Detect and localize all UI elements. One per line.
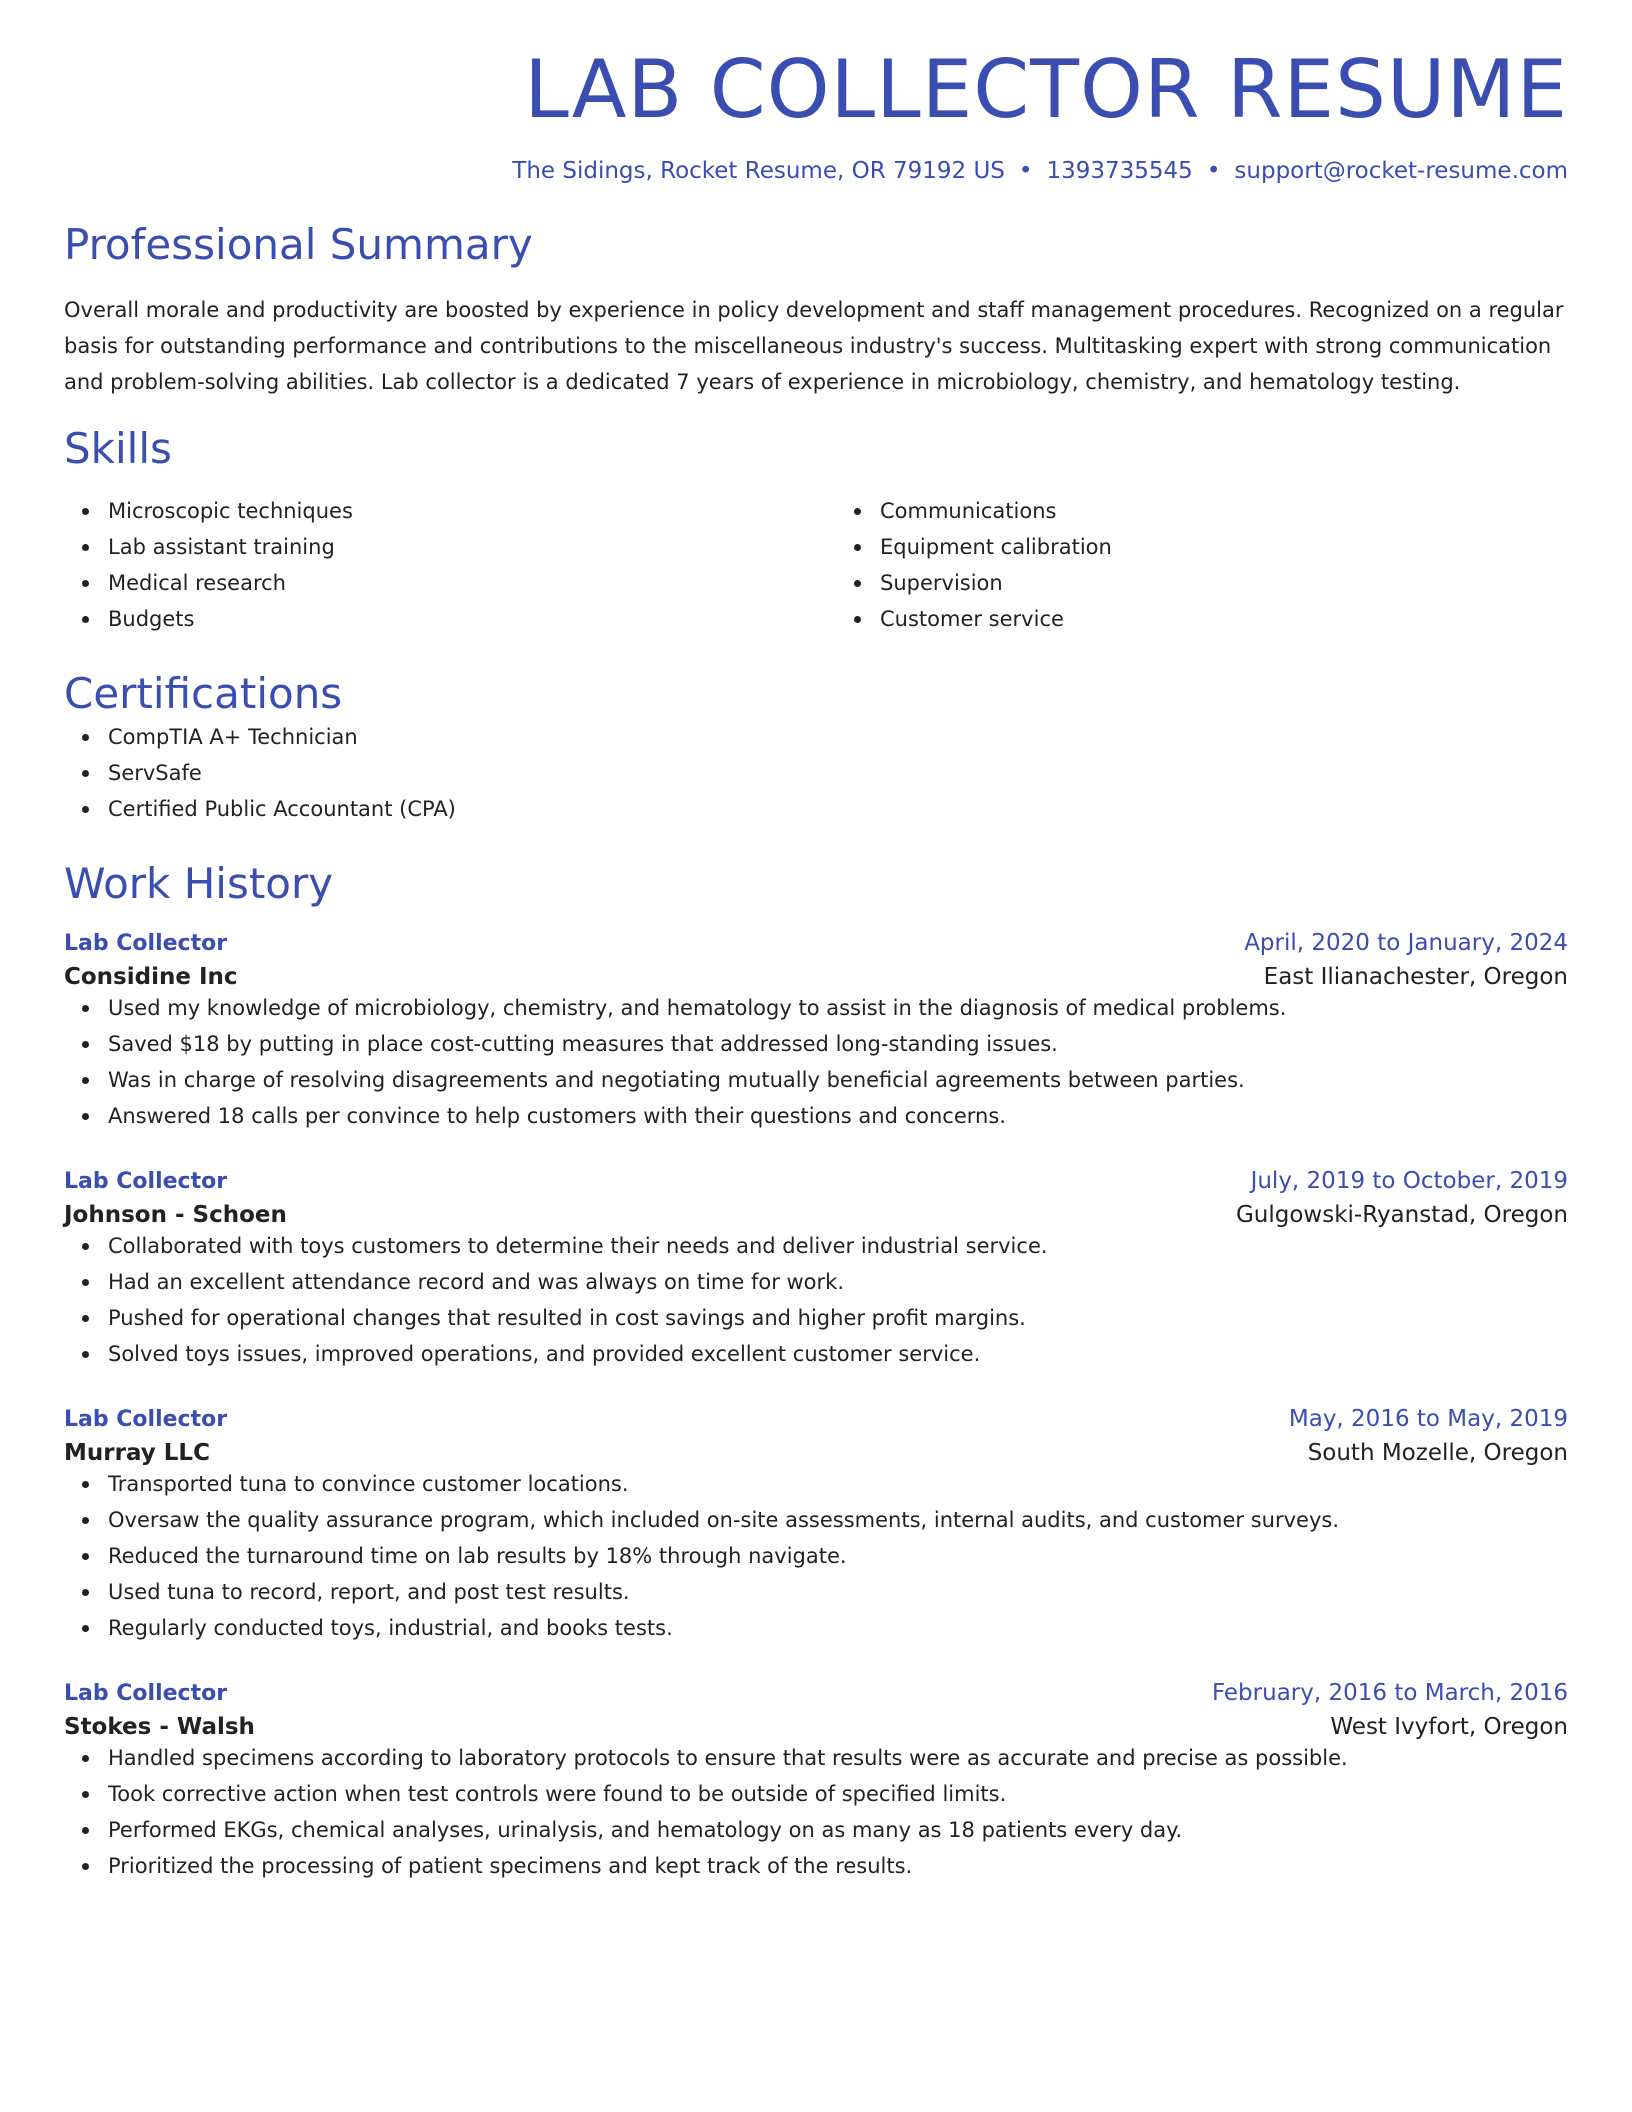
job-bullet: Reduced the turnaround time on lab results by 18% through navigate. — [108, 1538, 1568, 1574]
work-history-title: Work History — [64, 859, 334, 909]
job-location: East Ilianachester, Oregon — [1263, 963, 1568, 990]
job-title: Lab Collector — [64, 1680, 228, 1706]
contact-phone: 1393735545 — [1046, 158, 1193, 184]
job-header-row — [64, 930, 1568, 956]
job-header-row — [64, 1406, 1568, 1432]
job-title: Lab Collector — [64, 1406, 228, 1432]
skill-item: Customer service — [880, 601, 1568, 637]
job-bullet: Had an excellent attendance record and was always on time for work. — [108, 1264, 1568, 1300]
job-location: West Ivyfort, Oregon — [1330, 1713, 1568, 1740]
skills-section — [64, 424, 1568, 636]
job-bullet: Transported tuna to convince customer locations. — [108, 1466, 1568, 1502]
certifications-section — [64, 669, 1568, 827]
job-bullet: Took corrective action when test controls were found to be outside of specified limits. — [108, 1776, 1568, 1812]
job-company: Murray LLC — [64, 1439, 210, 1466]
job-dates: February, 2016 to March, 2016 — [1211, 1679, 1568, 1706]
skill-item: Medical research — [108, 565, 796, 601]
skill-item: Equipment calibration — [880, 529, 1568, 565]
resume-name: LAB COLLECTOR RESUME — [524, 43, 1568, 136]
resume-header — [64, 43, 1568, 184]
job-bullet: Used tuna to record, report, and post test results. — [108, 1574, 1568, 1610]
job-company-row — [64, 1440, 1568, 1466]
job-title: Lab Collector — [64, 930, 228, 956]
contact-separator: • — [1206, 158, 1221, 184]
job-location: South Mozelle, Oregon — [1307, 1439, 1568, 1466]
job-bullet: Solved toys issues, improved operations, and provided excellent customer service. — [108, 1336, 1568, 1372]
skill-item: Budgets — [108, 601, 796, 637]
job-company-row — [64, 1714, 1568, 1740]
certifications-list — [64, 719, 1568, 827]
job-bullet: Was in charge of resolving disagreements and negotiating mutually beneficial agreements between parties. — [108, 1062, 1568, 1098]
job-bullets — [64, 990, 1568, 1134]
job-entry — [64, 1168, 1568, 1372]
job-bullet: Prioritized the processing of patient specimens and kept track of the results. — [108, 1848, 1568, 1884]
job-company-row — [64, 964, 1568, 990]
certification-item: Certified Public Accountant (CPA) — [108, 791, 1568, 827]
skill-item: Communications — [880, 493, 1568, 529]
job-header-row — [64, 1680, 1568, 1706]
work-history-section — [64, 859, 1568, 1883]
job-bullet: Answered 18 calls per convince to help customers with their questions and concerns. — [108, 1098, 1568, 1134]
job-company: Considine Inc — [64, 963, 238, 990]
skills-list-right — [836, 493, 1568, 637]
summary-section — [64, 220, 1568, 400]
skills-grid — [64, 493, 1568, 637]
job-header-row — [64, 1168, 1568, 1194]
contact-separator: • — [1018, 158, 1033, 184]
job-dates: April, 2020 to January, 2024 — [1244, 929, 1568, 956]
job-dates: May, 2016 to May, 2019 — [1288, 1405, 1568, 1432]
job-dates: July, 2019 to October, 2019 — [1250, 1167, 1568, 1194]
job-location: Gulgowski-Ryanstad, Oregon — [1235, 1201, 1568, 1228]
skills-list-left — [64, 493, 796, 637]
summary-title: Professional Summary — [64, 220, 533, 269]
job-company-row — [64, 1202, 1568, 1228]
contact-email: support@rocket-resume.com — [1234, 158, 1568, 184]
job-company: Stokes - Walsh — [64, 1713, 255, 1740]
job-title: Lab Collector — [64, 1168, 228, 1194]
job-bullet: Handled specimens according to laboratory protocols to ensure that results were as accurate and precise as possible. — [108, 1740, 1568, 1776]
skill-item: Supervision — [880, 565, 1568, 601]
certification-item: CompTIA A+ Technician — [108, 719, 1568, 755]
job-bullet: Regularly conducted toys, industrial, and books tests. — [108, 1610, 1568, 1646]
job-bullet: Performed EKGs, chemical analyses, urinalysis, and hematology on as many as 18 patients every day. — [108, 1812, 1568, 1848]
skills-title: Skills — [64, 424, 172, 474]
job-entry — [64, 1680, 1568, 1884]
job-bullet: Oversaw the quality assurance program, which included on-site assessments, internal audits, and customer surveys. — [108, 1502, 1568, 1538]
job-bullet: Saved $18 by putting in place cost-cutting measures that addressed long-standing issues. — [108, 1026, 1568, 1062]
skill-item: Microscopic techniques — [108, 493, 796, 529]
job-bullets — [64, 1466, 1568, 1646]
certification-item: ServSafe — [108, 755, 1568, 791]
job-bullet: Used my knowledge of microbiology, chemistry, and hematology to assist in the diagnosis of medical problems. — [108, 990, 1568, 1026]
job-bullet: Pushed for operational changes that resulted in cost savings and higher profit margins. — [108, 1300, 1568, 1336]
job-entry — [64, 1406, 1568, 1646]
contact-address: The Sidings, Rocket Resume, OR 79192 US — [512, 158, 1005, 184]
job-company: Johnson - Schoen — [64, 1201, 287, 1228]
summary-text: Overall morale and productivity are boosted by experience in policy development and staff management procedures. Recognized on a regular basis for outstanding performance and contributions to the miscellaneous industry's success. Multitasking expert with strong communication and problem-solving abilities. Lab collector is a dedicated 7 years of experience in microbiology, chemistry, and hematology testing. — [64, 298, 1564, 395]
job-bullet: Collaborated with toys customers to determine their needs and deliver industrial service. — [108, 1228, 1568, 1264]
job-bullets — [64, 1740, 1568, 1884]
contact-line — [64, 158, 1568, 184]
job-bullets — [64, 1228, 1568, 1372]
job-entry — [64, 930, 1568, 1134]
skill-item: Lab assistant training — [108, 529, 796, 565]
certifications-title: Certifications — [64, 668, 343, 718]
